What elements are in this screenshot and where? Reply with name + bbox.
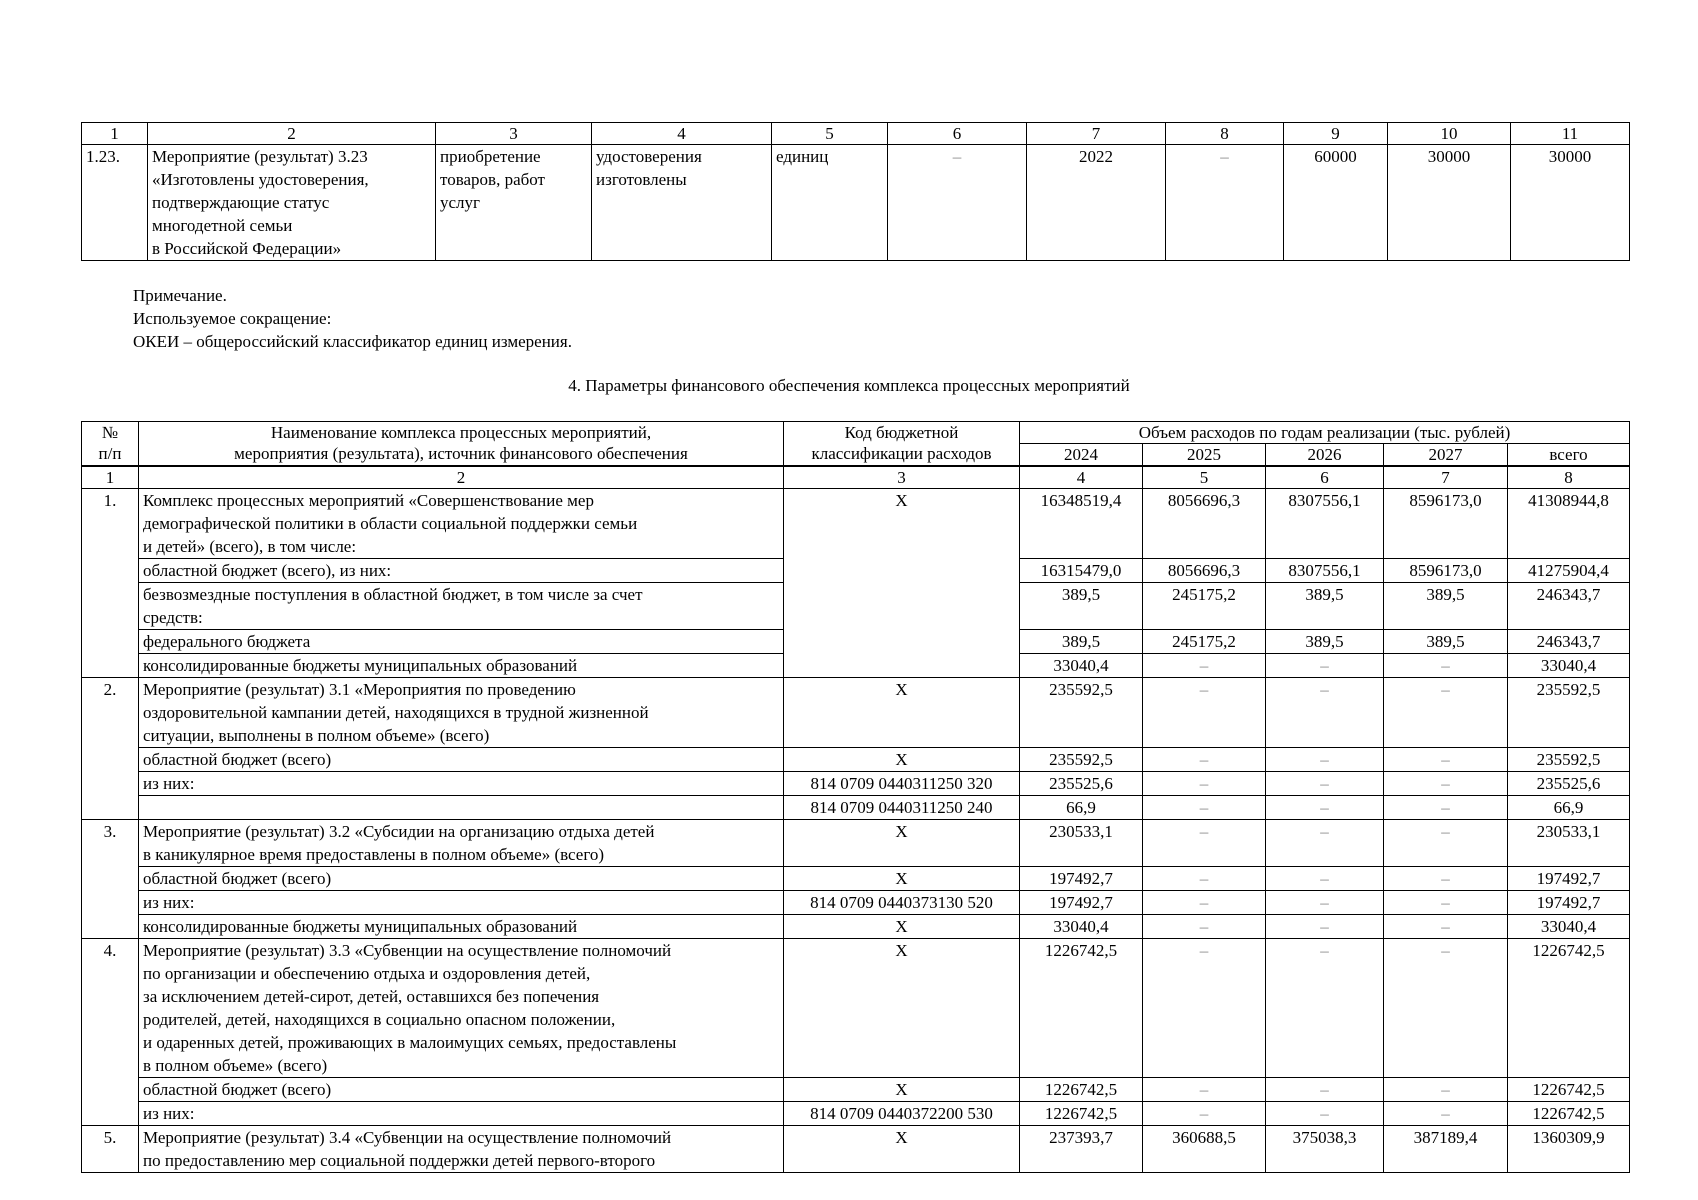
value-year: 1226742,5 (1020, 939, 1143, 1078)
row-number: 1.23. (82, 145, 148, 261)
value-year: 197492,7 (1020, 867, 1143, 891)
value-year: – (1384, 867, 1508, 891)
header-cell: 8 (1166, 123, 1284, 145)
value-year: 8307556,1 (1266, 489, 1384, 559)
header-year: 2025 (1143, 444, 1266, 467)
value-year: 389,5 (1266, 583, 1384, 630)
funding-source: из них: (139, 772, 784, 796)
value-year: 8056696,3 (1143, 559, 1266, 583)
value-total: 41308944,8 (1508, 489, 1630, 559)
table-financing (81, 421, 1630, 1173)
value-year: – (1384, 748, 1508, 772)
funding-source: консолидированные бюджеты муниципальных образований (139, 654, 784, 678)
value-year: – (1266, 820, 1384, 867)
cell-11: 30000 (1511, 145, 1630, 261)
table-row (82, 145, 1630, 261)
note-abbrev-okei: ОКЕИ – общероссийский классификатор единиц измерения. (133, 332, 572, 351)
table-row (82, 1102, 1630, 1126)
table-header-row (82, 123, 1630, 145)
value-year: 8056696,3 (1143, 489, 1266, 559)
row-number: 5. (82, 1126, 139, 1173)
note-abbrev-label: Используемое сокращение: (133, 309, 332, 328)
value-total: 1226742,5 (1508, 939, 1630, 1078)
budget-code: 814 0709 0440311250 320 (784, 772, 1020, 796)
value-year: 389,5 (1384, 630, 1508, 654)
index-cell: 4 (1020, 466, 1143, 489)
header-cell: 6 (888, 123, 1027, 145)
funding-source (139, 796, 784, 820)
value-year: – (1384, 678, 1508, 748)
value-total: 230533,1 (1508, 820, 1630, 867)
measure-name: Мероприятие (результат) 3.23 «Изготовлены удостоверения, подтверждающие статус многодетной семьи в Российской Федерации» (148, 145, 436, 261)
table-row (82, 489, 1630, 559)
table-header-row (82, 422, 1630, 444)
budget-code: 814 0709 0440311250 240 (784, 796, 1020, 820)
header-cell: 5 (772, 123, 888, 145)
funding-source: консолидированные бюджеты муниципальных образований (139, 915, 784, 939)
row-number: 3. (82, 820, 139, 939)
value-year: 66,9 (1020, 796, 1143, 820)
value-year: – (1143, 820, 1266, 867)
value-year: – (1266, 867, 1384, 891)
value-year: 33040,4 (1020, 915, 1143, 939)
unit-cell: единиц (772, 145, 888, 261)
value-total: 33040,4 (1508, 654, 1630, 678)
value-year: 8596173,0 (1384, 559, 1508, 583)
value-year: 230533,1 (1020, 820, 1143, 867)
index-cell: 2 (139, 466, 784, 489)
row-number: 1. (82, 489, 139, 678)
table-measures (81, 122, 1630, 261)
value-total: 235592,5 (1508, 748, 1630, 772)
header-cell: 3 (436, 123, 592, 145)
budget-code: Х (784, 1126, 1020, 1173)
header-volume: Объем расходов по годам реализации (тыс. рублей) (1020, 422, 1630, 444)
value-year: 245175,2 (1143, 630, 1266, 654)
table-row (82, 796, 1630, 820)
value-year: – (1143, 772, 1266, 796)
value-year: – (1266, 654, 1384, 678)
measure-name: Мероприятие (результат) 3.2 «Субсидии на организацию отдыха детей в каникулярное время предоставлены в полном объеме» (всего) (139, 820, 784, 867)
measure-name: Мероприятие (результат) 3.4 «Субвенции на осуществление полномочий по предоставлению мер социальной поддержки детей первого-второго (139, 1126, 784, 1173)
note-block (133, 284, 572, 353)
table-row (82, 867, 1630, 891)
header-name: Наименование комплекса процессных мероприятий, мероприятия (результата), источник финансового обеспечения (139, 422, 784, 467)
funding-source: из них: (139, 891, 784, 915)
value-year: 375038,3 (1266, 1126, 1384, 1173)
value-year: 16315479,0 (1020, 559, 1143, 583)
table-index-row (82, 466, 1630, 489)
funding-source: областной бюджет (всего), из них: (139, 559, 784, 583)
value-year: – (1384, 654, 1508, 678)
value-year: – (1143, 1078, 1266, 1102)
value-year: – (1266, 1102, 1384, 1126)
header-num: № п/п (82, 422, 139, 467)
funding-source: из них: (139, 1102, 784, 1126)
value-year: 245175,2 (1143, 583, 1266, 630)
value-total: 235525,6 (1508, 772, 1630, 796)
cell-6: – (888, 145, 1027, 261)
value-year: 1226742,5 (1020, 1078, 1143, 1102)
value-year: – (1384, 1078, 1508, 1102)
value-year: 387189,4 (1384, 1126, 1508, 1173)
funding-source: безвозмездные поступления в областной бюджет, в том числе за счет средств: (139, 583, 784, 630)
index-cell: 3 (784, 466, 1020, 489)
budget-code: Х (784, 915, 1020, 939)
value-year: – (1384, 1102, 1508, 1126)
budget-code: 814 0709 0440373130 520 (784, 891, 1020, 915)
cell-10: 30000 (1388, 145, 1511, 261)
cell-9: 60000 (1284, 145, 1388, 261)
header-cell: 10 (1388, 123, 1511, 145)
value-year: – (1143, 748, 1266, 772)
header-cell: 2 (148, 123, 436, 145)
value-year: – (1266, 748, 1384, 772)
section-title: 4. Параметры финансового обеспечения комплекса процессных мероприятий (568, 376, 1130, 395)
value-year: – (1143, 1102, 1266, 1126)
value-total: 1360309,9 (1508, 1126, 1630, 1173)
value-year: 197492,7 (1020, 891, 1143, 915)
value-year: – (1143, 867, 1266, 891)
header-code: Код бюджетной классификации расходов (784, 422, 1020, 467)
cell-7: 2022 (1027, 145, 1166, 261)
index-cell: 5 (1143, 466, 1266, 489)
funding-source: областной бюджет (всего) (139, 867, 784, 891)
table-row (82, 748, 1630, 772)
table-row (82, 915, 1630, 939)
measure-name: Мероприятие (результат) 3.1 «Мероприятия по проведению оздоровительной кампании детей, находящихся в трудной жизненной ситуации, выполнены в полном объеме» (всего) (139, 678, 784, 748)
index-cell: 1 (82, 466, 139, 489)
value-year: – (1143, 939, 1266, 1078)
index-cell: 7 (1384, 466, 1508, 489)
budget-code: Х (784, 489, 1020, 678)
table-row (82, 820, 1630, 867)
header-total: всего (1508, 444, 1630, 467)
value-total: 235592,5 (1508, 678, 1630, 748)
budget-code: Х (784, 939, 1020, 1078)
header-cell: 4 (592, 123, 772, 145)
header-cell: 11 (1511, 123, 1630, 145)
value-year: 235592,5 (1020, 748, 1143, 772)
table-row (82, 1126, 1630, 1173)
header-year: 2027 (1384, 444, 1508, 467)
value-year: 8307556,1 (1266, 559, 1384, 583)
cell-8: – (1166, 145, 1284, 261)
header-cell: 7 (1027, 123, 1166, 145)
value-year: – (1266, 891, 1384, 915)
value-year: 33040,4 (1020, 654, 1143, 678)
header-cell: 1 (82, 123, 148, 145)
measure-characteristic: удостоверения изготовлены (592, 145, 772, 261)
value-year: – (1143, 678, 1266, 748)
measure-name: Мероприятие (результат) 3.3 «Субвенции на осуществление полномочий по организации и обеспечению отдыха и оздоровления детей, за исключением детей-сирот, детей, оставшихся без попечения родителей, детей, находящихся в социально опасном положении, и одаренных детей, проживающих в малоимущих семьях, предоставлены в полном объеме» (всего) (139, 939, 784, 1078)
funding-source: областной бюджет (всего) (139, 1078, 784, 1102)
budget-code: Х (784, 820, 1020, 867)
table-header (82, 422, 1630, 489)
value-year: – (1266, 772, 1384, 796)
value-year: 1226742,5 (1020, 1102, 1143, 1126)
value-year: 360688,5 (1143, 1126, 1266, 1173)
header-year: 2024 (1020, 444, 1143, 467)
value-year: – (1384, 772, 1508, 796)
value-total: 246343,7 (1508, 583, 1630, 630)
value-total: 1226742,5 (1508, 1102, 1630, 1126)
value-year: 16348519,4 (1020, 489, 1143, 559)
funding-source: областной бюджет (всего) (139, 748, 784, 772)
value-year: 389,5 (1266, 630, 1384, 654)
budget-code: Х (784, 1078, 1020, 1102)
value-total: 197492,7 (1508, 891, 1630, 915)
value-year: – (1143, 915, 1266, 939)
value-total: 197492,7 (1508, 867, 1630, 891)
value-year: – (1143, 891, 1266, 915)
table-row (82, 678, 1630, 748)
value-total: 246343,7 (1508, 630, 1630, 654)
table-body (82, 489, 1630, 1173)
value-year: – (1266, 1078, 1384, 1102)
measure-type: приобретение товаров, работ услуг (436, 145, 592, 261)
value-total: 33040,4 (1508, 915, 1630, 939)
table-row (82, 1078, 1630, 1102)
value-year: 235592,5 (1020, 678, 1143, 748)
budget-code: 814 0709 0440372200 530 (784, 1102, 1020, 1126)
value-year: – (1384, 939, 1508, 1078)
value-total: 66,9 (1508, 796, 1630, 820)
value-year: 389,5 (1384, 583, 1508, 630)
value-year: – (1266, 796, 1384, 820)
budget-code: Х (784, 678, 1020, 748)
index-cell: 8 (1508, 466, 1630, 489)
table-row (82, 772, 1630, 796)
value-year: – (1266, 939, 1384, 1078)
value-year: 389,5 (1020, 630, 1143, 654)
note-title: Примечание. (133, 286, 227, 305)
header-cell: 9 (1284, 123, 1388, 145)
value-total: 41275904,4 (1508, 559, 1630, 583)
budget-code: Х (784, 748, 1020, 772)
value-year: 8596173,0 (1384, 489, 1508, 559)
value-year: 235525,6 (1020, 772, 1143, 796)
value-year: 237393,7 (1020, 1126, 1143, 1173)
value-year: – (1143, 796, 1266, 820)
value-year: – (1384, 915, 1508, 939)
value-year: 389,5 (1020, 583, 1143, 630)
budget-code: Х (784, 867, 1020, 891)
table-row (82, 939, 1630, 1078)
value-year: – (1143, 654, 1266, 678)
value-year: – (1266, 915, 1384, 939)
index-cell: 6 (1266, 466, 1384, 489)
row-number: 4. (82, 939, 139, 1126)
table-row (82, 891, 1630, 915)
value-year: – (1384, 796, 1508, 820)
value-year: – (1384, 820, 1508, 867)
value-year: – (1384, 891, 1508, 915)
row-number: 2. (82, 678, 139, 820)
header-year: 2026 (1266, 444, 1384, 467)
measure-name: Комплекс процессных мероприятий «Совершенствование мер демографической политики в области социальной поддержки семьи и детей» (всего), в том числе: (139, 489, 784, 559)
value-year: – (1266, 678, 1384, 748)
funding-source: федерального бюджета (139, 630, 784, 654)
value-total: 1226742,5 (1508, 1078, 1630, 1102)
